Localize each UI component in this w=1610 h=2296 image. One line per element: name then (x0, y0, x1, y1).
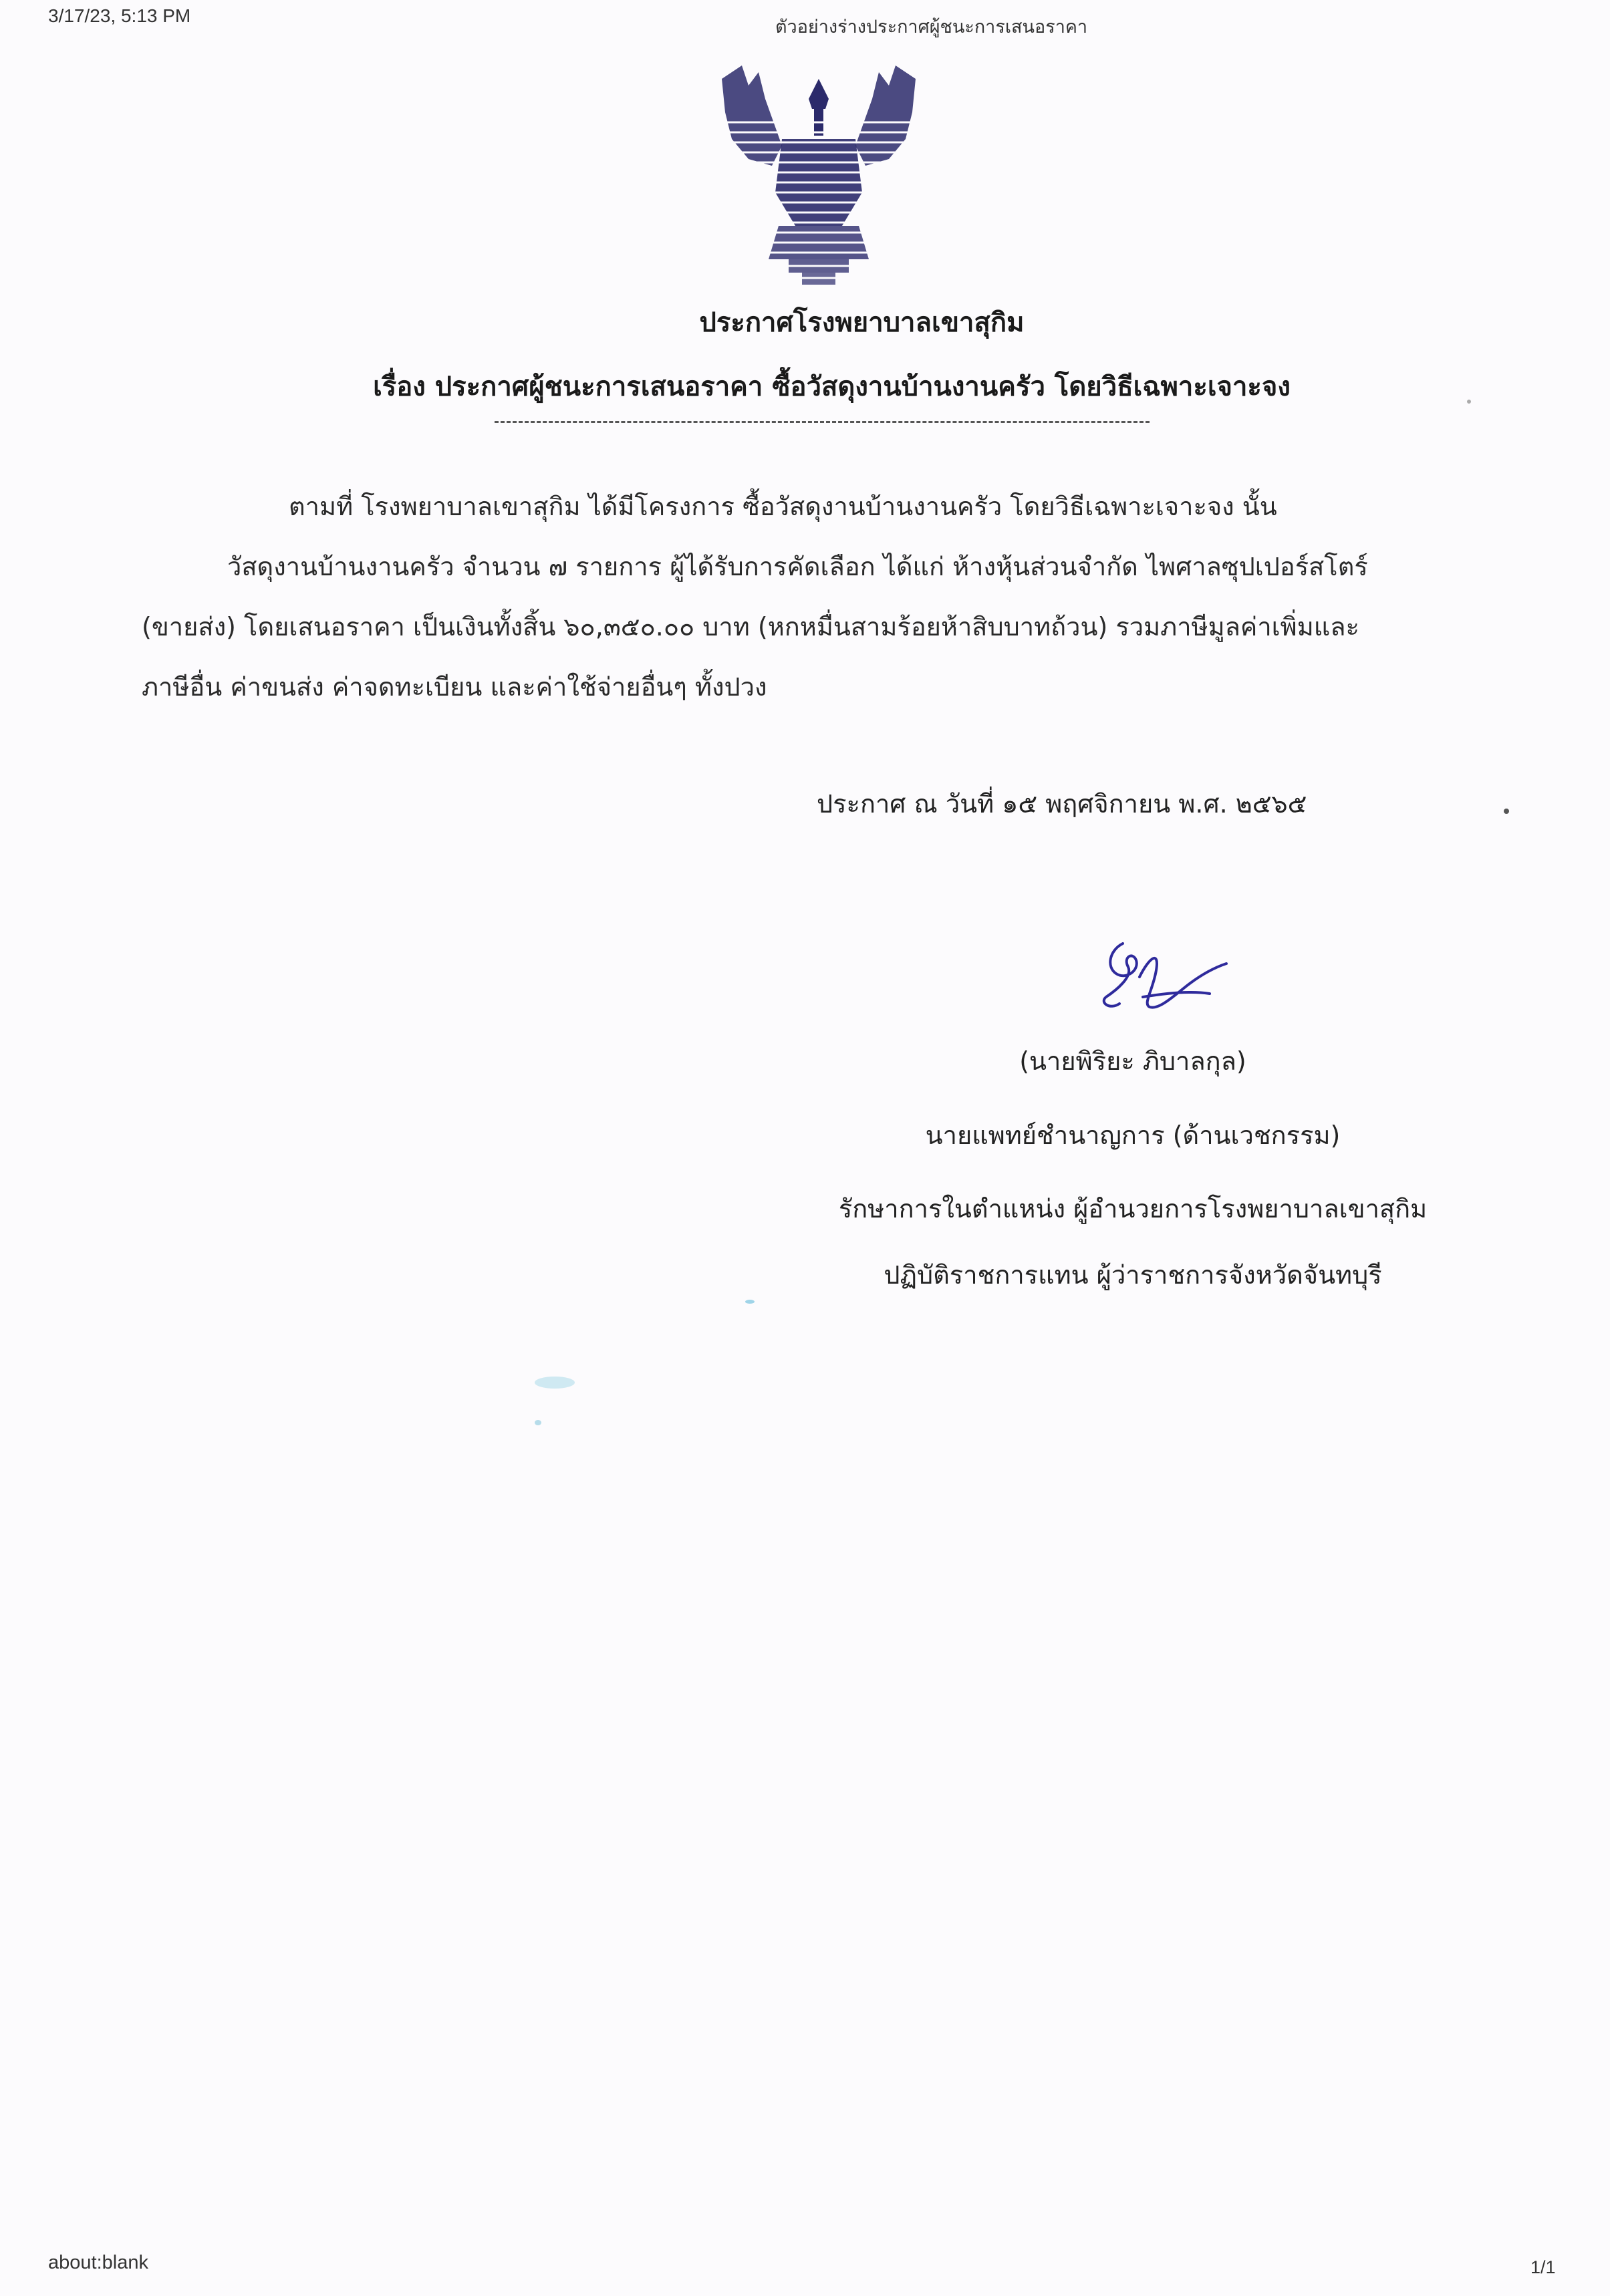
announcement-subject: เรื่อง ประกาศผู้ชนะการเสนอราคา ซื้อวัสดุงานบ้านงานครัว โดยวิธีเฉพาะเจาะจง (373, 372, 1291, 402)
body-line-3: (ขายส่ง) โดยเสนอราคา เป็นเงินทั้งสิ้น ๖๐,๓๕๐.๐๐ บาท (หกหมื่นสามร้อยห้าสิบบาทถ้วน) รวมภาษีมูลค่าเพิ่มและ (142, 612, 1359, 641)
scan-speck (1467, 400, 1471, 404)
print-url: about:blank (48, 2252, 148, 2273)
print-doc-title: ตัวอย่างร่างประกาศผู้ชนะการเสนอราคา (775, 17, 1088, 37)
signatory-acting-role: รักษาการในตำแหน่ง ผู้อำนวยการโรงพยาบาลเขาสุกิม (838, 1194, 1428, 1224)
separator-line (495, 421, 1150, 423)
handwritten-signature-icon (1076, 930, 1236, 1030)
body-line-1: ตามที่ โรงพยาบาลเขาสุกิม ได้มีโครงการ ซื้อวัสดุงานบ้านงานครัว โดยวิธีเฉพาะเจาะจง นั้น (289, 492, 1277, 521)
announcement-date: ประกาศ ณ วันที่ ๑๕ พฤศจิกายน พ.ศ. ๒๕๖๕ (817, 789, 1307, 819)
scan-speck (745, 1300, 755, 1304)
signatory-position: นายแพทย์ชำนาญการ (ด้านเวชกรรม) (925, 1121, 1341, 1150)
scan-speck (535, 1377, 575, 1389)
signatory-name: (นายพิริยะ ภิบาลกุล) (1019, 1046, 1246, 1076)
announcement-title: ประกาศโรงพยาบาลเขาสุกิม (699, 307, 1025, 338)
body-line-4: ภาษีอื่น ค่าขนส่ง ค่าจดทะเบียน และค่าใช้จ่ายอื่นๆ ทั้งปวง (142, 672, 767, 702)
scan-speck (535, 1420, 541, 1425)
body-line-2: วัสดุงานบ้านงานครัว จำนวน ๗ รายการ ผู้ได้รับการคัดเลือก ได้แก่ ห้างหุ้นส่วนจำกัด ไพศาลซุปเปอร์สโตร์ (227, 552, 1368, 581)
print-page-number: 1/1 (1530, 2257, 1556, 2277)
print-datetime: 3/17/23, 5:13 PM (48, 5, 191, 26)
signatory-on-behalf: ปฏิบัติราชการแทน ผู้ว่าราชการจังหวัดจันทบุรี (884, 1260, 1382, 1290)
scan-speck (1504, 809, 1509, 814)
garuda-emblem-icon (708, 59, 929, 293)
